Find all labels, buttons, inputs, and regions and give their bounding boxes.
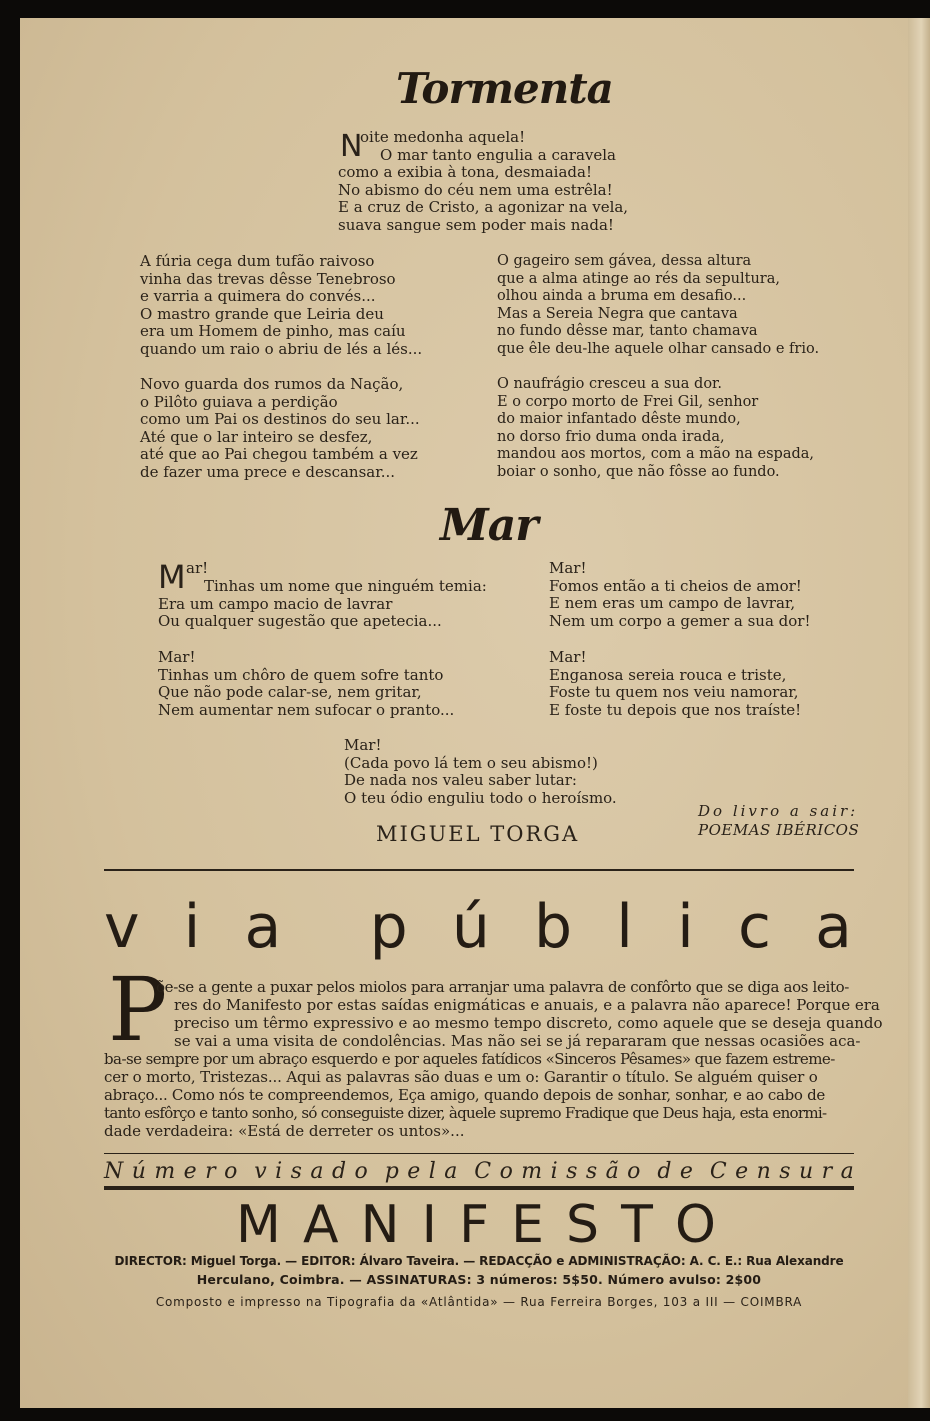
verse-line: Nem um corpo a gemer a sua dor! (549, 611, 811, 630)
verse-line: vinha das trevas dêsse Tenebroso (140, 269, 396, 288)
source-book-title: POEMAS IBÉRICOS (698, 821, 860, 839)
mar-left-stanza-1 (158, 578, 487, 631)
censor-letter: C (474, 1159, 492, 1184)
masthead-letter: O (675, 1195, 716, 1255)
verse-line: O gageiro sem gávea, dessa altura (497, 253, 752, 269)
verse-line: como um Pai os destinos do seu lar... (140, 410, 420, 429)
title-letter: ú (451, 892, 490, 962)
poem-title-tormenta: Tormenta (396, 64, 613, 113)
title-letter: p (369, 892, 408, 962)
verse-line: E foste tu depois que nos traíste! (549, 700, 802, 719)
mar-left-stanza-2 (158, 649, 454, 719)
censor-letter: ú (131, 1159, 146, 1184)
dropcap-n: N (340, 129, 363, 164)
verse-line: suava sangue sem poder mais nada! (338, 215, 614, 234)
verse-line: Enganosa sereia rouca e triste, (549, 665, 787, 684)
title-letter: b (534, 892, 573, 962)
verse-line: De nada nos valeu saber lutar: (344, 771, 577, 790)
masthead-letter: E (511, 1195, 544, 1255)
verse-line: Tinhas um nome que ninguém temia: (204, 577, 487, 595)
censor-letter: s (566, 1159, 578, 1184)
tormenta-right-stanza-2 (497, 376, 814, 482)
mar-first-word: ar! (186, 559, 209, 577)
censor-letter: o (224, 1159, 238, 1184)
tormenta-left-stanza-1 (140, 253, 422, 359)
verse-line: Até que o lar inteiro se desfez, (140, 427, 373, 446)
verse-line: o Pilôto guiava a perdição (140, 392, 338, 411)
censor-letter: i (275, 1159, 283, 1184)
masthead-letter: T (621, 1195, 653, 1255)
verse-line: A fúria cega dum tufão raivoso (140, 252, 375, 270)
prose-line: preciso um têrmo expressivo e ao mesmo tempo discreto, como aquele que se deseja quando (174, 1014, 883, 1032)
editorial-text (104, 978, 883, 1140)
masthead-letter: F (459, 1195, 489, 1255)
verse-line: O mar tanto engulia a caravela (380, 145, 616, 164)
next-page-edge (908, 18, 930, 1408)
prose-line: abraço... Como nós te compreendemos, Eça amigo, quando depois de sonhar, sonhar, e ao cabo de (104, 1086, 825, 1104)
title-letter: a (815, 892, 852, 962)
censor-letter: e (183, 1159, 197, 1184)
prose-line: tanto esfôrço e tanto sonho, só conseguiste dizer, àquele supremo Fradique que Deus haja, esta enormi- (104, 1104, 827, 1122)
dropcap-m: M (158, 558, 186, 596)
verse-line: Mar! (158, 648, 196, 666)
masthead-letter: M (236, 1195, 281, 1255)
censor-letter: a (444, 1159, 458, 1184)
censor-letter: u (798, 1159, 814, 1184)
verse-line: Tinhas um chôro de quem sofre tanto (158, 665, 444, 684)
verse-line: Fomos então a ti cheios de amor! (549, 576, 802, 595)
verse-line: E o corpo morto de Frei Gil, senhor (497, 393, 759, 410)
masthead-letter: I (421, 1195, 437, 1255)
verse-line: no fundo dêsse mar, tanto chamava (497, 323, 758, 340)
verse-line: mandou aos mortos, com a mão na espada, (497, 446, 815, 463)
verse-line: O naufrágio cresceu a sua dor. (497, 376, 722, 392)
verse-line: Mas a Sereia Negra que cantava (497, 305, 738, 322)
censor-letter: o (627, 1159, 641, 1184)
censor-letter: o (499, 1159, 513, 1184)
verse-line: No abismo do céu nem uma estrêla! (338, 180, 613, 199)
censor-letter: v (254, 1159, 267, 1184)
censor-letter: s (585, 1159, 598, 1184)
verse-line: Mar! (344, 736, 382, 754)
censor-letter: m (154, 1159, 176, 1184)
verse-line: Nem aumentar nem sufocar o pranto... (158, 700, 455, 719)
source-line: Do livro a sair: (698, 802, 859, 820)
prose-line: se vai a uma visita de condolências. Mas não sei se já repararam que nessas ocasiões aca- (174, 1032, 861, 1050)
verse-line: olhou ainda a bruma em desafio... (497, 288, 747, 305)
censor-letter: d (657, 1159, 672, 1184)
verse-line: no dorso frio duma onda irada, (497, 428, 725, 445)
censor-letter: p (384, 1159, 399, 1184)
title-letter: a (244, 892, 282, 962)
prose-line: res do Manifesto por estas saídas enigmáticas e anuais, e a palavra não aparece! Porque era (174, 996, 880, 1014)
verse-line: O teu ódio enguliu todo o heroísmo. (344, 788, 617, 807)
verse-line: Era um campo macio de lavrar (158, 594, 393, 613)
dropcap-p: P (108, 958, 168, 1061)
censor-letter: m (521, 1159, 543, 1184)
masthead-letter: N (360, 1195, 400, 1255)
prose-line: dade verdadeira: «Está de derreter os untos»... (104, 1122, 465, 1140)
prose-line: cer o morto, Tristezas... Aqui as palavras são duas e um o: Garantir o título. Se alguém quiser o (104, 1068, 818, 1086)
censor-letter: N (104, 1159, 124, 1184)
verse-line: E nem eras um campo de lavrar, (549, 594, 796, 613)
title-letter: v (104, 892, 140, 962)
censor-letter: C (709, 1159, 727, 1184)
censor-letter: i (550, 1159, 558, 1184)
verse-line: e varria a quimera do convés... (140, 287, 376, 306)
censor-letter: s (290, 1159, 302, 1184)
masthead-manifesto (236, 1196, 716, 1254)
censor-letter: ã (605, 1159, 619, 1184)
mar-right-stanza-1 (549, 560, 811, 630)
censor-letter: e (735, 1159, 749, 1184)
verse-line: Que não pode calar-se, nem gritar, (158, 683, 422, 702)
verse-line: Foste tu quem nos veiu namorar, (549, 683, 799, 702)
prose-line: õe-se a gente a puxar pelos miolos para arranjar uma palavra de confôrto que se diga aos leito- (156, 978, 850, 996)
censor-letter: e (407, 1159, 421, 1184)
verse-line: como a exibia à tona, desmaiada! (338, 163, 592, 182)
verse-line: O mastro grande que Leiria deu (140, 304, 384, 323)
censor-letter: a (840, 1159, 854, 1184)
censor-letter: e (679, 1159, 693, 1184)
verse-line: quando um raio o abriu de lés a lés... (140, 339, 423, 358)
censor-letter: a (310, 1159, 324, 1184)
section-divider (104, 869, 854, 871)
title-letter: c (737, 892, 771, 962)
censor-letter: o (354, 1159, 368, 1184)
source-note (698, 802, 859, 840)
masthead-letter: S (566, 1195, 600, 1255)
credits-line: DIRECTOR: Miguel Torga. — EDITOR: Álvaro Taveira. — REDACÇÃO e ADMINISTRAÇÃO: A. C. E.: Rua Alexandre (114, 1254, 844, 1268)
verse-line: Mar! (549, 559, 587, 577)
censor-letter: r (821, 1159, 833, 1184)
author-name: MIGUEL TORGA (376, 822, 580, 846)
section-title-via-publica (104, 892, 852, 962)
prose-line: ba-se sempre por um abraço esquerdo e por aqueles fatídicos «Sinceros Pêsames» que fazem estreme- (104, 1050, 835, 1068)
verse-line: Novo guarda dos rumos da Nação, (140, 375, 404, 393)
masthead-rule (104, 1186, 854, 1190)
tormenta-right-stanza-1 (497, 253, 819, 359)
mar-right-stanza-2 (549, 649, 801, 719)
verse-line: Mar! (549, 648, 587, 666)
censor-rule-top (104, 1153, 854, 1154)
verse-line: que a alma atinge ao rés da sepultura, (497, 270, 780, 287)
tormenta-intro-stanza (338, 129, 628, 235)
title-letter: i (183, 892, 201, 962)
verse-line: até que ao Pai chegou também a vez (140, 445, 418, 464)
verse-line: E a cruz de Cristo, a agonizar na vela, (338, 198, 629, 217)
tormenta-left-stanza-2 (140, 376, 420, 482)
printer-imprint: Composto e impresso na Tipografia da «Atlântida» — Rua Ferreira Borges, 103 a III — COIMBRA (155, 1295, 803, 1309)
verse-line: boiar o sonho, que não fôsse ao fundo. (497, 463, 780, 480)
verse-line: (Cada povo lá tem o seu abismo!) (344, 753, 598, 772)
censorship-note (104, 1158, 854, 1186)
censor-letter: r (205, 1159, 216, 1184)
title-letter: l (616, 892, 633, 962)
masthead-letter: A (302, 1195, 339, 1255)
verse-line: que êle deu-lhe aquele olhar cansado e frio. (497, 340, 820, 357)
poem-title-mar: Mar (440, 500, 538, 551)
credits-line: Herculano, Coimbra. — ASSINATURAS: 3 números: 5$50. Número avulso: 2$00 (196, 1272, 762, 1287)
censor-letter: l (428, 1159, 436, 1184)
verse-line: oite medonha aquela! (360, 128, 526, 146)
verse-line: de fazer uma prece e descansar... (140, 462, 396, 481)
mar-final-stanza (344, 737, 617, 807)
censor-letter: n (756, 1159, 771, 1184)
title-letter: i (677, 892, 694, 962)
verse-line: Ou qualquer sugestão que apetecia... (158, 612, 442, 631)
verse-line: era um Homem de pinho, mas caíu (140, 322, 406, 341)
verse-line: do maior infantado dêste mundo, (497, 411, 741, 428)
censor-letter: s (779, 1159, 791, 1184)
censor-letter: d (332, 1159, 347, 1184)
